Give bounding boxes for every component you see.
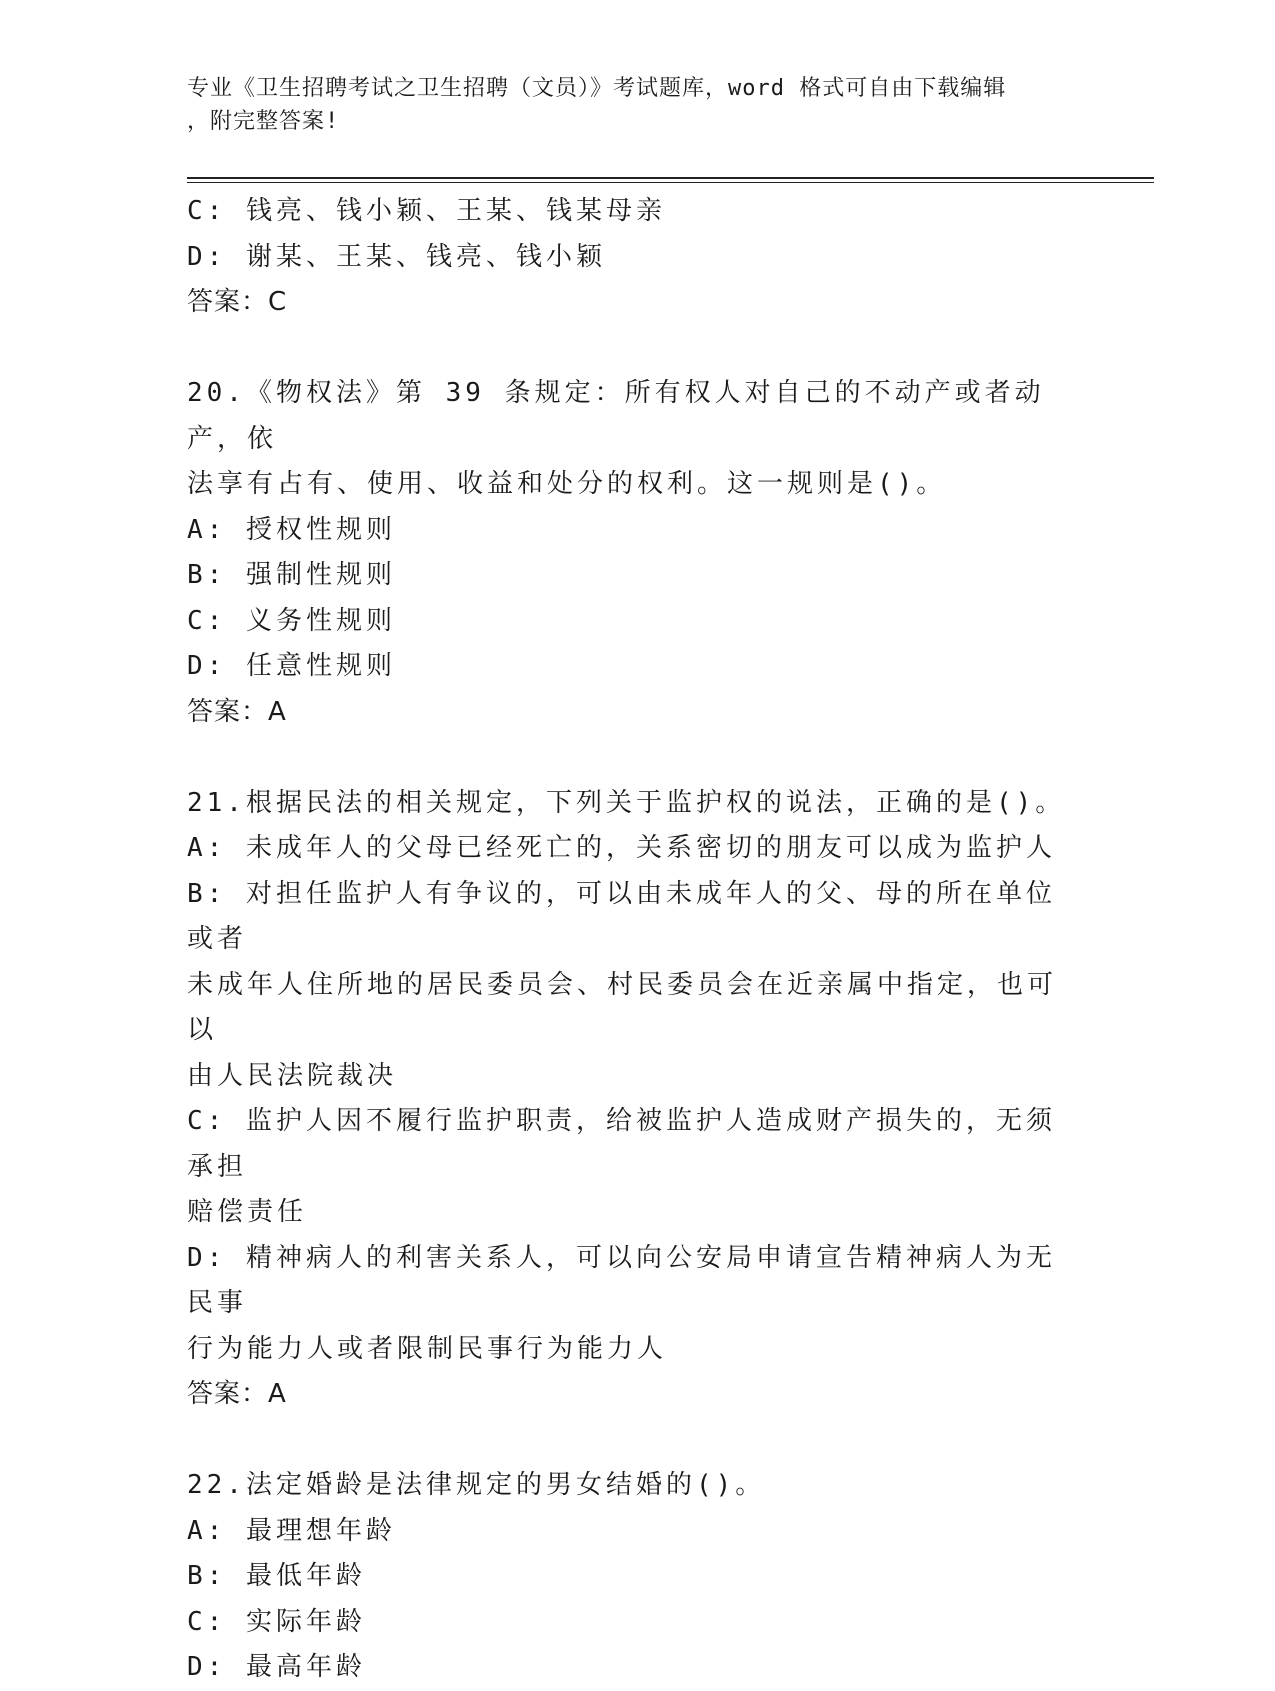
header-divider-thin [187, 182, 1154, 183]
question-stem: 22.法定婚龄是法律规定的男女结婚的()。 [187, 1470, 766, 1500]
spacer [187, 735, 1077, 781]
answer-line: 答案：C [187, 287, 288, 317]
spacer [187, 326, 1077, 372]
question-22 [187, 1463, 1077, 1691]
question-20 [187, 371, 1077, 735]
option-d: D: 精神病人的利害关系人，可以向公安局申请宣告精神病人为无民事 [187, 1242, 1056, 1318]
option-b-continued: 由人民法院裁决 [187, 1060, 398, 1091]
option-b-continued: 未成年人住所地的居民委员会、村民委员会在近亲属中指定，也可以 [187, 969, 1058, 1045]
header-title-line: 专业《卫生招聘考试之卫生招聘（文员）》考试题库，word 格式可自由下载编辑 [187, 76, 1007, 101]
question-stem: 21.根据民法的相关规定，下列关于监护权的说法，正确的是()。 [187, 787, 1066, 818]
option-a: A: 授权性规则 [187, 514, 396, 545]
option-c: C: 义务性规则 [187, 605, 396, 636]
question-21 [187, 781, 1077, 1418]
question-list [187, 189, 1077, 1691]
answer-line: 答案：A [187, 696, 287, 727]
option-d: D: 任意性规则 [187, 651, 396, 681]
option-d: D: 谢某、王某、钱亮、钱小颖 [187, 241, 606, 272]
option-b: B: 对担任监护人有争议的，可以由未成年人的父、母的所在单位或者 [187, 878, 1056, 954]
option-c: C: 钱亮、钱小颖、王某、钱某母亲 [187, 196, 666, 226]
option-b: B: 最低年龄 [187, 1561, 366, 1591]
option-c: C: 监护人因不履行监护职责，给被监护人造成财产损失的，无须承担 [187, 1106, 1056, 1182]
option-a: A: 最理想年龄 [187, 1515, 396, 1546]
option-a: A: 未成年人的父母已经死亡的，关系密切的朋友可以成为监护人 [187, 833, 1056, 863]
header-divider-thick [187, 177, 1154, 179]
option-b: B: 强制性规则 [187, 560, 396, 590]
spacer [187, 1418, 1077, 1464]
question-stem: 20.《物权法》第 39 条规定：所有权人对自己的不动产或者动产，依 [187, 378, 1045, 454]
header-title-line-continued: ，附完整答案! [187, 109, 340, 134]
option-d-continued: 行为能力人或者限制民事行为能力人 [187, 1333, 668, 1364]
question-stem-continued: 法享有占有、使用、收益和处分的权利。这一规则是()。 [187, 469, 947, 499]
answer-line: 答案：A [187, 1379, 287, 1409]
option-d: D: 最高年龄 [187, 1652, 366, 1682]
option-c-continued: 赔偿责任 [187, 1197, 308, 1227]
document-header [187, 72, 1067, 138]
option-c: C: 实际年龄 [187, 1606, 366, 1637]
question-19-tail [187, 189, 1077, 326]
